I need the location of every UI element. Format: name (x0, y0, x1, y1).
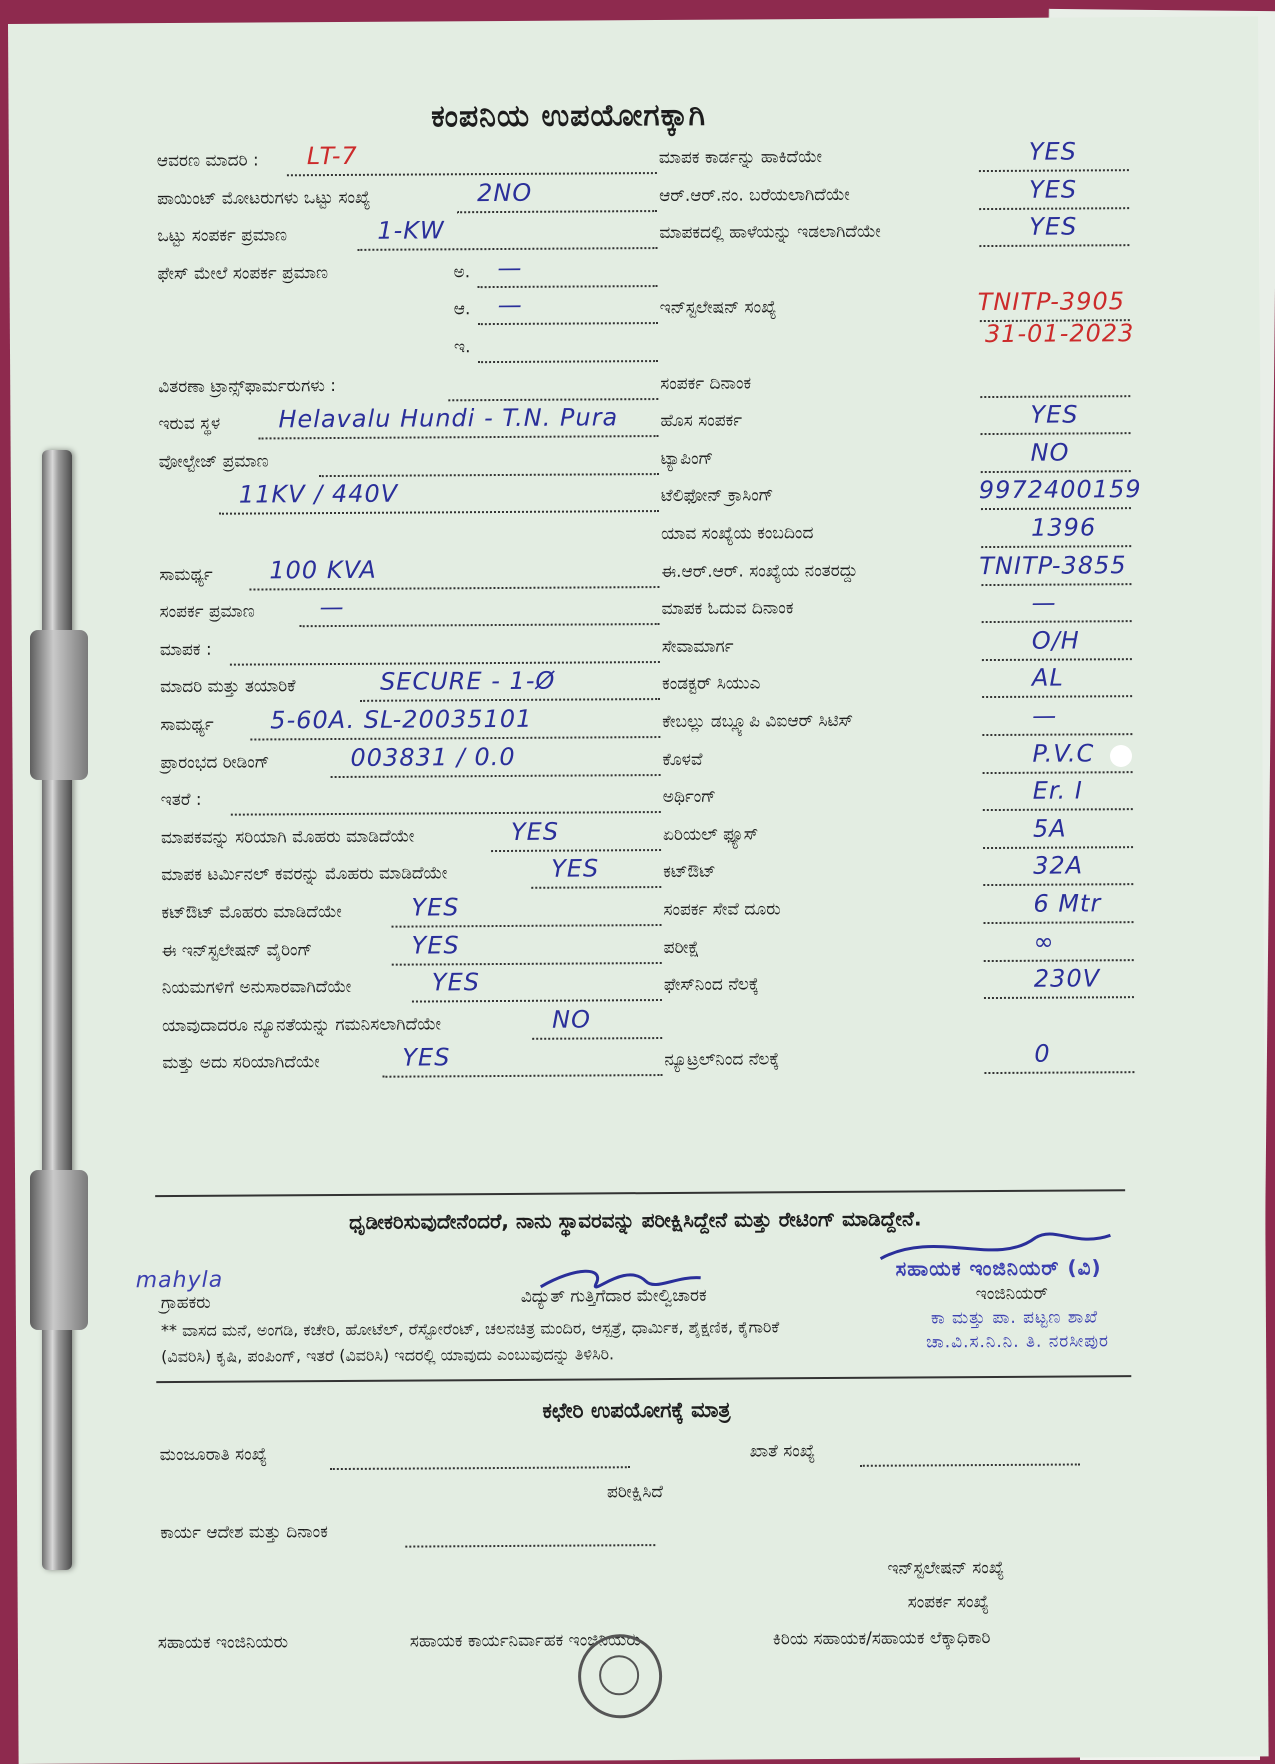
right-field-input[interactable] (984, 921, 1134, 924)
right-field-label: ಆರ್.ಆರ್.ನಂ. ಬರೆಯಲಾಗಿದೆಯೇ (658, 184, 850, 206)
left-field-label: ಕಟ್‌ಔಟ್ ಮೊಹರು ಮಾಡಿದೆಯೇ (161, 901, 342, 924)
right-field-value: 32A (1033, 851, 1084, 881)
left-field-input[interactable] (287, 172, 657, 176)
left-field-value: SECURE - 1-Ø (379, 667, 556, 697)
left-field-label: ಮತ್ತು ಅದು ಸರಿಯಾಗಿದೆಯೇ (162, 1052, 320, 1074)
left-field-value: — (319, 593, 345, 622)
right-field-input[interactable] (983, 808, 1133, 811)
right-field-label: ನ್ಯೂಟ್ರಲ್‌ನಿಂದ ನೆಲಕ್ಕೆ (664, 1049, 780, 1071)
declaration-text: ಧೃಡೀಕರಿಸುವುದೇನೆಂದರೆ, ನಾನು ಸ್ಥಾವರವನ್ನು ಪರೀಕ್ಷಿಸಿದ್ದೇನೆ ಮತ್ತು ರೇಟಿಂಗ್ ಮಾಡಿದ್ದೇನೆ. (349, 1206, 922, 1234)
right-field-label: ಮಾಪಕ ಓದುವ ದಿನಾಂಕ (661, 598, 794, 620)
left-field-input[interactable] (382, 1074, 662, 1078)
customer-signature: mahyla (135, 1267, 224, 1294)
right-field-row (662, 738, 1142, 780)
right-field-input[interactable] (982, 733, 1132, 736)
left-field-input[interactable] (532, 1037, 662, 1040)
stamp-line-2: ಕಾ ಮತ್ತು ಪಾ. ಪಟ್ಟಣ ಶಾಖೆ (930, 1307, 1099, 1329)
left-field-input[interactable] (448, 398, 658, 401)
left-field-row (161, 968, 682, 1008)
left-field-sublabel: ಅ. (453, 261, 471, 283)
office-row-work-order (160, 1519, 860, 1553)
left-field-row (159, 480, 679, 519)
left-field-input[interactable] (331, 774, 661, 778)
left-field-row (161, 930, 682, 970)
left-field-value: YES (402, 1043, 451, 1073)
left-field-input[interactable] (457, 210, 657, 213)
left-field-value: Helavalu Hundi - T.N. Pura (278, 403, 619, 434)
left-field-input[interactable] (357, 247, 657, 251)
right-field-value: TNITP-3855 (979, 550, 1127, 580)
right-field-row (659, 287, 1140, 349)
left-field-label: ಪಾಯಿಂಟ್ ಮೋಟರುಗಳು ಒಟ್ಟು ಸಂಖ್ಯೆ (157, 187, 371, 209)
signatory-2: ಸಹಾಯಕ ಕಾರ್ಯನಿರ್ವಾಹಕ ಇಂಜಿನಿಯರು (409, 1630, 641, 1652)
contractor-label: ವಿದ್ಯುತ್ ಗುತ್ತಿಗೆದಾರ ಮೇಲ್ವಿಚಾರಕ (520, 1285, 707, 1307)
left-field-row (157, 178, 677, 219)
form-sheet (8, 16, 1269, 1764)
right-field-input[interactable] (980, 395, 1130, 398)
left-field-row (160, 742, 680, 782)
right-field-input[interactable] (981, 432, 1131, 435)
left-field-row (160, 817, 681, 858)
right-field-row (663, 964, 1144, 1005)
right-field-row (664, 1010, 1144, 1043)
right-field-row (661, 588, 1142, 629)
left-field-input[interactable] (392, 962, 662, 966)
left-field-row (159, 524, 679, 557)
right-field-label: ಮಾಪಕ ಕಾರ್ಡನ್ನು ಹಾಕಿದೆಯೇ (658, 147, 823, 169)
work-order-field[interactable] (405, 1544, 655, 1548)
right-field-row (660, 475, 1142, 516)
right-field-row (662, 814, 1143, 855)
left-field-input[interactable] (319, 473, 659, 477)
punch-hole (1110, 745, 1132, 767)
left-field-label: ಮಾದರಿ ಮತ್ತು ತಯಾರಿಕೆ (159, 676, 296, 698)
left-field-label: ಸಾಮರ್ಥ್ಯ (160, 714, 214, 736)
left-field-row (157, 216, 677, 256)
right-field-label: ಕಟ್‌ಔಟ್ (663, 862, 716, 883)
right-field-input[interactable] (984, 996, 1134, 999)
left-field-input[interactable] (250, 736, 660, 741)
left-field-value: YES (551, 854, 600, 884)
left-field-value: 1-KW (377, 216, 445, 245)
left-field-value: YES (431, 968, 481, 997)
right-field-input[interactable] (981, 545, 1131, 548)
right-field-input[interactable] (983, 846, 1133, 849)
right-field-label: ಟ್ಯಾಪಿಂಗ್ (660, 448, 714, 469)
signatory-1: ಸಹಾಯಕ ಇಂಜಿನಿಯರು (157, 1632, 289, 1654)
right-field-value: Er. I (1032, 776, 1083, 805)
right-field-row (660, 438, 1141, 479)
right-field-label: ಸಂಪರ್ಕ ದಿನಾಂಕ (660, 373, 752, 394)
left-field-label: ಈ ಇನ್‌ಸ್ಟಲೇಷನ್ ವೈರಿಂಗ್ (161, 939, 313, 961)
right-field-row (663, 927, 1144, 968)
left-field-label: ಆವರಣ ಮಾದರಿ : (156, 150, 259, 172)
left-field-row (157, 253, 677, 294)
right-field-row (663, 889, 1143, 930)
signatory-3: ಕಿರಿಯ ಸಹಾಯಕ/ಸಹಾಯಕ ಲೆಕ್ಕಾಧಿಕಾರಿ (772, 1628, 991, 1650)
left-field-input[interactable] (219, 510, 659, 515)
right-field-input[interactable] (982, 658, 1132, 661)
left-field-row (159, 555, 679, 595)
left-field-row (161, 893, 681, 933)
right-field-row (663, 851, 1143, 892)
installation-no-label: ಇನ್‌ಸ್ಟಲೇಷನ್ ಸಂಖ್ಯೆ (887, 1557, 1005, 1579)
left-field-label: ವಿತರಣಾ ಟ್ರಾನ್ಸ್‌ಫಾರ್ಮರುಗಳು : (158, 375, 337, 397)
right-field-value: 5A (1032, 814, 1067, 843)
right-field-label: ಕಂಡಕ್ಟರ್ ಸಿಯುಎ (661, 673, 761, 695)
left-field-label: ಸಂಪರ್ಕ ಪ್ರಮಾಣ (159, 601, 255, 623)
stamp-line-3: ಚಾ.ವಿ.ಸ.ನಿ.ನಿ. ತಿ. ನರಸೀಪುರ (926, 1331, 1110, 1353)
left-field-input[interactable] (231, 811, 661, 816)
right-field-row (658, 137, 1139, 178)
left-field-input[interactable] (300, 623, 660, 627)
right-field-row (659, 212, 1139, 253)
right-field-value: NO (1030, 438, 1070, 467)
left-field-row (159, 667, 680, 707)
left-field-row (162, 1005, 682, 1046)
right-field-value: 1396 (1031, 513, 1097, 542)
right-field-input[interactable] (982, 696, 1132, 699)
usage-note-2: (ವಿವರಿಸಿ) ಕೃಷಿ, ಪಂಪಿಂಗ್, ಇತರೆ (ವಿವರಿಸಿ) ಇದರಲ್ಲಿ ಯಾವುದು ಎಂಬುವುದನ್ನು ತಿಳಿಸಿರಿ. (161, 1344, 615, 1367)
right-field-input[interactable] (979, 207, 1129, 210)
verified-label: ಪರೀಕ್ಷಿಸಿದೆ (606, 1482, 664, 1503)
right-field-input[interactable] (979, 244, 1129, 247)
left-field-label: ಇತರೆ : (160, 790, 202, 811)
left-field-label: ಒಟ್ಟು ಸಂಪರ್ಕ ಪ್ರಮಾಣ (157, 225, 288, 247)
form-title: ಕಂಪನಿಯ ಉಪಯೋಗಕ್ಕಾಗಿ (431, 97, 707, 135)
right-field-row (662, 776, 1143, 817)
right-field-label: ಟೆಲಿಫೋನ್ ಕ್ರಾಸಿಂಗ್ (660, 485, 774, 507)
right-field-label: ಈ.ಆರ್.ಆರ್. ಸಂಖ್ಯೆಯ ನಂತರದ್ದು (661, 560, 858, 582)
right-field-label: ಹೊಸ ಸಂಪರ್ಕ (660, 410, 743, 432)
right-field-row (661, 513, 1141, 554)
right-field-value: 230V (1033, 964, 1101, 993)
right-field-label: ಫೇಸ್‌ನಿಂದ ನೆಲಕ್ಕೆ (663, 974, 759, 996)
left-field-value: LT-7 (306, 141, 358, 171)
left-field-sublabel: ಇ. (453, 337, 471, 358)
left-field-row (158, 336, 678, 369)
right-field-input[interactable] (982, 620, 1132, 623)
left-field-input[interactable] (259, 435, 659, 439)
left-field-value: 003831 / 0.0 (350, 742, 516, 772)
file-clip (12, 450, 92, 1570)
right-field-input[interactable] (984, 959, 1134, 962)
left-field-label: ಮಾಪಕವನ್ನು ಸರಿಯಾಗಿ ಮೊಹರು ಮಾಡಿದೆಯೇ (160, 826, 415, 848)
right-field-label: ಕೊಳವೆ (662, 749, 703, 770)
left-field-value: NO (552, 1005, 592, 1034)
left-field-row (160, 637, 680, 670)
right-field-value: ∞ (1033, 927, 1055, 956)
company-seal-logo (578, 1634, 663, 1719)
office-row-sanction (160, 1439, 1140, 1475)
work-order-label: ಕಾರ್ಯ ಆದೇಶ ಮತ್ತು ದಿನಾಂಕ (160, 1522, 328, 1544)
clip-tab-top (30, 630, 88, 780)
right-field-value: 6 Mtr (1033, 889, 1102, 918)
left-field-input[interactable] (360, 698, 660, 702)
right-field-value: TNITP-3905 (977, 287, 1126, 317)
right-field-label: ಸೇವಾಮಾರ್ಗ (661, 636, 734, 657)
right-field-row (662, 701, 1142, 742)
sanction-label: ಮಂಜೂರಾತಿ ಸಂಖ್ಯೆ (159, 1444, 268, 1466)
divider (155, 1189, 1125, 1197)
right-field-value: YES (1028, 137, 1077, 166)
right-field-value: 9972400159 (978, 475, 1142, 505)
right-field-value: YES (1029, 212, 1078, 241)
left-field-input[interactable] (230, 661, 660, 666)
right-field-row (660, 400, 1140, 441)
left-field-input[interactable] (491, 849, 661, 852)
left-field-label: ನಿಯಮಗಳಿಗೆ ಅನುಸಾರವಾಗಿದೆಯೇ (161, 977, 352, 999)
customer-label: ಗ್ರಾಹಕರು (160, 1292, 211, 1314)
left-field-row (159, 593, 680, 632)
left-field-row (161, 854, 681, 895)
right-field-value: P.V.C (1032, 738, 1095, 768)
right-field-input[interactable] (979, 169, 1129, 172)
usage-note: ** ವಾಸದ ಮನೆ, ಅಂಗಡಿ, ಕಚೇರಿ, ಹೋಟೆಲ್, ರೆಸ್ಟೋರೆಂಟ್, ಚಲನಚಿತ್ರ ಮಂದಿರ, ಆಸ್ಪತ್ರೆ, ಧಾರ್ಮಿಕ, ಶೈಕ್ಷಣಿಕ, ಕೈಗಾರಿಕೆ (160, 1317, 780, 1341)
left-field-input[interactable] (478, 285, 658, 288)
right-field-label: ಕೇಬಲ್ಲು ಡಬ್ಲ್ಯೂಪಿ ವಿಐಆರ್ ಸಿಟಿಸ್ (662, 710, 854, 733)
right-field-input[interactable] (983, 884, 1133, 887)
right-field-row (659, 258, 1139, 291)
account-label: ಖಾತೆ ಸಂಖ್ಯೆ (749, 1441, 816, 1462)
right-field-input[interactable] (981, 508, 1131, 511)
left-field-row (156, 141, 677, 181)
right-field-input[interactable] (981, 470, 1131, 473)
left-field-label: ಮಾಪಕ ಟರ್ಮಿನಲ್ ಕವರನ್ನು ಮೊಹರು ಮಾಡಿದೆಯೇ (161, 863, 448, 886)
left-field-value: 11KV / 440V (238, 480, 399, 509)
left-field-value: — (497, 291, 523, 320)
right-field-input[interactable] (981, 583, 1131, 586)
left-field-row (158, 291, 678, 331)
right-field-label: ಪರೀಕ್ಷೆ (663, 937, 700, 958)
left-field-value: — (497, 253, 523, 282)
left-field-label: ಸಾಮರ್ಥ್ಯ (159, 564, 213, 585)
left-field-label: ಪ್ರಾರಂಭದ ರೀಡಿಂಗ್ (160, 752, 270, 773)
left-field-input[interactable] (392, 924, 662, 928)
left-field-input[interactable] (249, 586, 659, 591)
left-field-input[interactable] (478, 360, 658, 363)
right-field-value: 0 (1034, 1040, 1051, 1069)
left-field-column (8, 16, 1258, 24)
right-field-input[interactable] (984, 1072, 1134, 1075)
right-field-value: O/H (1031, 626, 1080, 655)
left-field-value: 100 KVA (269, 555, 377, 585)
right-field-label: ಇನ್‌ಸ್ಟಲೇಷನ್ ಸಂಖ್ಯೆ (659, 297, 777, 319)
right-field-label: ಅರ್ಥಿಂಗ್ (662, 786, 717, 808)
divider-office (156, 1375, 1131, 1383)
left-field-label: ಮಾಪಕ : (159, 639, 212, 660)
right-field-row (658, 175, 1139, 216)
left-field-label: ಯಾವುದಾದರೂ ನ್ಯೂನತೆಯನ್ನು ಗಮನಿಸಲಾಗಿದೆಯೇ (162, 1014, 442, 1036)
left-field-row (159, 449, 679, 482)
clip-bar (42, 450, 72, 1570)
stamp-line-1: ಸಹಾಯಕ ಇಂಜಿನಿಯರ್ (ವಿ) (895, 1255, 1102, 1281)
left-field-value: YES (411, 930, 460, 960)
engineer-label: ಇಂಜಿನಿಯರ್ (975, 1283, 1049, 1305)
left-field-label: ಫೇಸ್ ಮೇಲೆ ಸಂಪರ್ಕ ಪ್ರಮಾಣ (157, 262, 329, 284)
left-field-row (162, 1043, 682, 1083)
right-field-value: AL (1031, 663, 1064, 693)
right-field-row (661, 626, 1142, 667)
left-field-input[interactable] (478, 322, 658, 325)
office-use-title: ಕಛೇರಿ ಉಪಯೋಗಕ್ಕೆ ಮಾತ್ರ (542, 1397, 731, 1423)
left-field-value: YES (411, 893, 460, 922)
left-field-sublabel: ಆ. (453, 299, 471, 320)
clip-tab-bottom (30, 1170, 88, 1330)
account-field[interactable] (860, 1463, 1080, 1466)
right-field-value: YES (1030, 400, 1079, 429)
right-field-input[interactable] (983, 771, 1133, 774)
left-field-row (158, 374, 678, 407)
sanction-field[interactable] (330, 1466, 630, 1470)
right-field-row (661, 550, 1141, 592)
right-field-row (661, 663, 1142, 704)
right-field-row (660, 371, 1140, 404)
right-field-label: ಯಾವ ಸಂಖ್ಯೆಯ ಕಂಬದಿಂದ (661, 523, 814, 545)
right-field-value: — (1032, 701, 1058, 730)
left-field-label: ಇರುವ ಸ್ಥಳ (158, 413, 221, 435)
left-field-row (158, 403, 678, 444)
left-field-label: ವೋಲ್ಟೇಜ್ ಪ್ರಮಾಣ (158, 451, 269, 472)
left-field-input[interactable] (531, 886, 661, 889)
left-field-row (160, 704, 680, 745)
right-field-value: — (1031, 588, 1057, 617)
right-field-label: ಮಾಪಕದಲ್ಲಿ ಹಾಳೆಯನ್ನು ಇಡಲಾಗಿದೆಯೇ (659, 221, 881, 244)
right-field-label: ಸಂಪರ್ಕ ಸೇವೆ ದೂರು (663, 899, 781, 921)
right-field-row (660, 333, 1140, 366)
left-field-value: 5-60A. SL-20035101 (270, 704, 533, 735)
left-field-input[interactable] (412, 999, 662, 1003)
right-field-value-date: 31-01-2023 (984, 319, 1135, 349)
left-field-value: 2NO (476, 178, 533, 207)
right-field-row (664, 1040, 1144, 1080)
left-field-row (161, 787, 681, 820)
right-field-value: YES (1028, 175, 1078, 204)
connection-no-label: ಸಂಪರ್ಕ ಸಂಖ್ಯೆ (907, 1592, 990, 1613)
right-field-label: ಏರಿಯಲ್ ಫ್ಯೂಸ್ (662, 824, 759, 845)
left-field-value: YES (510, 817, 560, 846)
right-field-column (8, 16, 1258, 24)
